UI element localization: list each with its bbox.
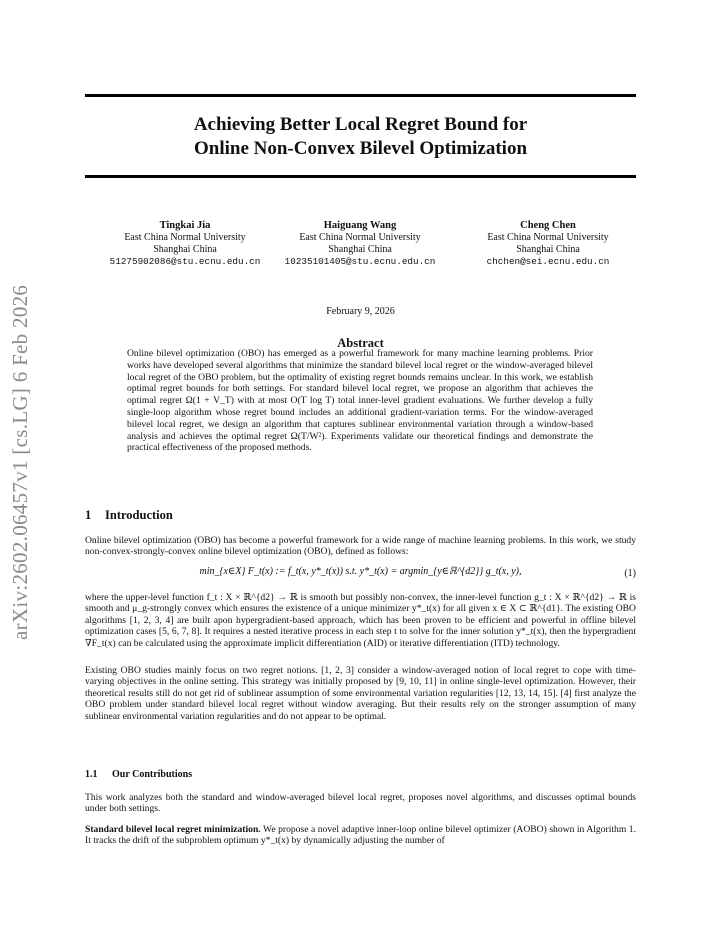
author-block-2 bbox=[265, 220, 455, 268]
arxiv-stamp: arXiv:2602.06457v1 [cs.LG] 6 Feb 2026 bbox=[8, 284, 32, 640]
paper-date: February 9, 2026 bbox=[326, 306, 395, 317]
author-affiliation: East China Normal University bbox=[299, 232, 421, 243]
author-location: Shanghai China bbox=[153, 244, 217, 255]
author-email[interactable]: 10235101405@stu.ecnu.edu.cn bbox=[284, 256, 436, 267]
contributions-paragraph-2 bbox=[85, 824, 636, 847]
author-name: Tingkai Jia bbox=[159, 220, 211, 231]
subsection-title: Our Contributions bbox=[112, 769, 193, 780]
subsection-number: 1.1 bbox=[85, 769, 98, 780]
intro-paragraph-3: Existing OBO studies mainly focus on two regret notions. [1, 2, 3] consider a window-averaged notion of local regret to cope with time-varying objectives in the online setting. This strategy was initially proposed by [9, 10, 11] in online single-level optimization. However, their theoretical results still do not get rid of sublinear assumption of some environmental variation regularities [12, 13, 14, 15]. [4] first analyze the OBO problem under standard bilevel local regret without window averaging. But their results rely on the stronger assumption of many sublinear environmental variation regularities and do not appear to be optimal. bbox=[85, 665, 636, 722]
paper-title bbox=[85, 113, 636, 161]
author-block-1 bbox=[90, 220, 280, 268]
author-affiliation: East China Normal University bbox=[487, 232, 609, 243]
author-affiliation: East China Normal University bbox=[124, 232, 246, 243]
equation-1 bbox=[85, 562, 636, 588]
intro-paragraph-2: where the upper-level function f_t : X × ℝ^{d2} → ℝ is smooth but possibly non-convex, the inner-level function g_t : X × ℝ^{d2} → ℝ is smooth and μ_g-strongly convex which ensures the existence of a unique minimizer y*_t(x) for all given x ∈ X ⊂ ℝ^{d1}. The existing OBO algorithms [1, 2, 3, 4] are built apon hypergradient-based approach, which has been proven to be efficient and powerful in offline bilevel optimization cases [5, 6, 7, 8]. It requires a nested iterative process in each step t to solve for the inner solution y*_t(x), then the hypergradient ∇F_t(x) can be calculated using the approximate implicit differentiation (AID) or iterative differentiation (ITD) technology. bbox=[85, 592, 637, 649]
equation-body: min_{x∈X} F_t(x) := f_t(x, y*_t(x)) s.t. y*_t(x) = argmin_{y∈ℝ^{d2}} g_t(x, y), bbox=[199, 566, 522, 577]
author-location: Shanghai China bbox=[328, 244, 392, 255]
abstract-body: Online bilevel optimization (OBO) has emerged as a powerful framework for many machine learning problems. Prior works have developed several algorithms that minimize the standard bilevel local regret or the window-averaged bilevel local regret of the OBO problem, but the optimality of existing regret bounds remains unclear. In this work, we establish optimal regret bounds for both settings. For standard bilevel local regret, we propose an algorithm that achieves the optimal regret Ω(1 + V_T) with at most O(T log T) total inner-level gradient evaluations. We further develop a fully single-loop algorithm whose regret bound includes an additional gradient-variation terms. For the window-averaged bilevel local regret, we design an algorithm that captures sublinear environmental variation through a window-based analysis and achieves the optimal regret Ω(T/W²). Experiments validate our theoretical findings and demonstrate the practical effectiveness of the proposed methods. bbox=[127, 348, 593, 454]
author-name: Cheng Chen bbox=[520, 220, 576, 231]
section-title: Introduction bbox=[105, 508, 173, 522]
paragraph-text: We propose a novel adaptive inner-loop online bilevel optimizer (AOBO) shown in Algorithm 1. It tracks the drift of the subproblem optimum y*_t(x) by dynamically adjusting the number of bbox=[85, 824, 636, 847]
author-email[interactable]: chchen@sei.ecnu.edu.cn bbox=[486, 256, 610, 267]
paragraph-lead-in: Standard bilevel local regret minimization. bbox=[85, 824, 261, 835]
abstract-heading: Abstract bbox=[337, 336, 384, 350]
title-line-1: Achieving Better Local Regret Bound for bbox=[193, 114, 528, 135]
title-bottom-rule bbox=[85, 175, 636, 178]
section-heading-introduction bbox=[85, 508, 173, 523]
author-email[interactable]: 51275902086@stu.ecnu.edu.cn bbox=[109, 256, 261, 267]
author-name: Haiguang Wang bbox=[323, 220, 397, 231]
intro-paragraph-1: Online bilevel optimization (OBO) has become a powerful framework for a wide range of machine learning problems. In this work, we study non-convex-strongly-convex online bilevel optimization (OBO), defined as follows: bbox=[85, 535, 636, 558]
contributions-paragraph-1: This work analyzes both the standard and window-averaged bilevel local regret, proposes novel algorithms, and discusses optimal bounds under both settings. bbox=[85, 792, 636, 815]
subsection-heading-contributions bbox=[85, 769, 192, 780]
section-number: 1 bbox=[85, 508, 92, 522]
equation-number: (1) bbox=[624, 568, 636, 579]
title-line-2: Online Non-Convex Bilevel Optimization bbox=[193, 138, 528, 159]
title-top-rule bbox=[85, 94, 636, 97]
author-location: Shanghai China bbox=[516, 244, 580, 255]
author-block-3 bbox=[453, 220, 643, 268]
